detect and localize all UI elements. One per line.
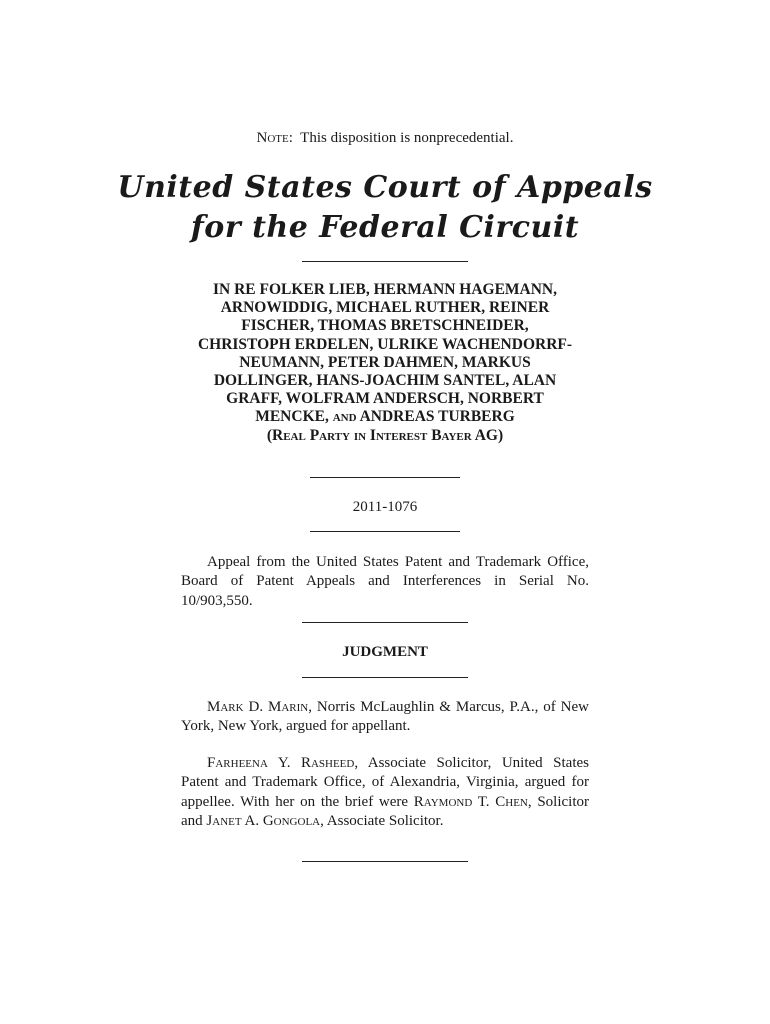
caption-text: ANDREAS TURBERG — [359, 408, 515, 426]
caption-line: NEUMANN, PETER DAHMEN, MARKUS — [239, 353, 531, 371]
counsel-name: Farheena Y. Rasheed — [207, 755, 355, 771]
caption-line: GRAFF, WOLFRAM ANDERSCH, NORBERT — [226, 390, 544, 408]
caption-line: CHRISTOPH ERDELEN, ULRIKE WACHENDORRF- — [197, 335, 573, 353]
real-party-in-interest: (Real Party in Interest Bayer AG) — [266, 426, 504, 444]
divider-rule — [310, 531, 460, 532]
caption-line: DOLLINGER, HANS-JOACHIM SANTEL, ALAN — [213, 372, 557, 390]
caption-line: ARNOWIDDIG, MICHAEL RUTHER, REINER — [220, 299, 550, 317]
disposition-note — [0, 130, 770, 147]
caption-and: and — [332, 408, 357, 426]
note-text: This disposition is nonprecedential. — [300, 130, 514, 146]
note-label: Note: — [256, 130, 293, 146]
counsel-text: , Associate Solicitor. — [320, 812, 444, 829]
counsel-text: , Associate Solicitor, United States Patent and Trademark Office, of Alexandria, Virginia, argued for appellee. With her on the brief were — [181, 755, 589, 810]
divider-rule — [302, 677, 468, 678]
counsel-name: Janet A. Gongola — [206, 812, 321, 829]
divider-rule — [302, 622, 468, 623]
caption-text: MENCKE, — [255, 408, 329, 426]
divider-rule — [302, 861, 468, 862]
court-title-line-2: for the Federal Circuit — [190, 210, 580, 245]
case-caption — [170, 281, 600, 445]
divider-rule — [310, 477, 460, 478]
divider-rule — [302, 261, 468, 262]
appellee-counsel-paragraph — [181, 754, 589, 831]
caption-line — [170, 408, 600, 426]
counsel-name: Mark D. Marin — [207, 699, 309, 715]
counsel-name: Raymond T. Chen — [413, 793, 528, 810]
counsel-text: , Norris McLaughlin & Marcus, P.A., of New York, New York, argued for appellant. — [181, 699, 589, 735]
caption-line: FISCHER, THOMAS BRETSCHNEIDER, — [241, 317, 529, 335]
court-title — [0, 168, 770, 248]
judgment-heading: JUDGMENT — [342, 644, 428, 660]
appeal-paragraph: Appeal from the United States Patent and Trademark Office, Board of Patent Appeals and Interferences in Serial No. 10/903,550. — [181, 554, 589, 609]
appellant-counsel-paragraph — [181, 698, 589, 737]
court-title-line-1: United States Court of Appeals — [117, 170, 653, 205]
counsel-text: , Solicitor and — [181, 793, 590, 829]
caption-line: IN RE FOLKER LIEB, HERMANN HAGEMANN, — [212, 281, 558, 298]
docket-number: 2011-1076 — [352, 499, 418, 515]
